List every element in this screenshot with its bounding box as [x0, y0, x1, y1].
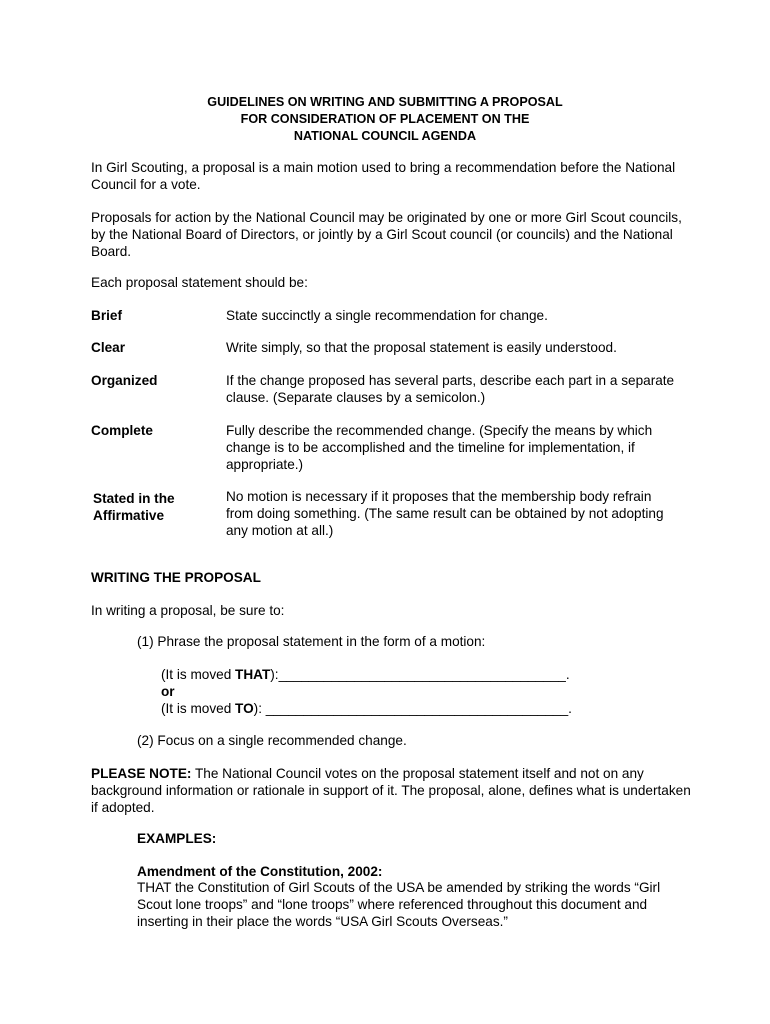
criterion-desc: State succinctly a single recommendation for change. — [226, 308, 548, 323]
example-text: THAT the Constitution of Girl Scouts of the USA be amended by striking the words “Girl Scout lone troops” and “lone troops” where referenced throughout this document and inserting in their place the words “USA Girl Scouts Overseas.” — [137, 880, 661, 929]
step-2: (2) Focus on a single recommended change. — [137, 733, 407, 748]
criteria-lead: Each proposal statement should be: — [91, 275, 308, 290]
motion-to — [161, 700, 681, 717]
note-label: PLEASE NOTE: — [91, 766, 192, 781]
criterion-term: Complete — [91, 423, 153, 438]
title-line-2: FOR CONSIDERATION OF PLACEMENT ON THE — [240, 112, 530, 126]
motion-keyword: TO — [235, 701, 254, 716]
motion-that — [161, 666, 681, 683]
example-title: Amendment of the Constitution, 2002: — [137, 864, 383, 879]
criterion-desc: Write simply, so that the proposal statement is easily understood. — [226, 340, 617, 355]
origin-paragraph: Proposals for action by the National Council may be originated by one or more Girl Scout councils, by the National Board of Directors, or jointly by a Girl Scout council (or councils) and the National Board. — [91, 210, 682, 259]
criterion-desc: If the change proposed has several parts, describe each part in a separate clause. (Separate clauses by a semicolon.) — [226, 373, 675, 405]
criterion-term: Brief — [91, 308, 122, 323]
motion-blank: ): ________________________________________. — [253, 701, 572, 716]
criterion-term: Clear — [91, 340, 126, 355]
document-title — [0, 94, 770, 145]
criterion-desc: Fully describe the recommended change. (Specify the means by which change is to be accomplished and the timeline for implementation, if appropriate.) — [226, 423, 653, 472]
criterion-term: Stated in the Affirmative — [93, 491, 175, 523]
writing-lead: In writing a proposal, be sure to: — [91, 603, 285, 618]
examples-heading: EXAMPLES: — [137, 831, 217, 846]
title-line-3: NATIONAL COUNCIL AGENDA — [293, 129, 477, 143]
motion-prefix: (It is moved — [161, 667, 236, 682]
criterion-term: Organized — [91, 373, 158, 388]
motion-blank: ):______________________________________. — [270, 667, 570, 682]
step-1: (1) Phrase the proposal statement in the form of a motion: — [137, 634, 486, 649]
motion-or: or — [161, 684, 175, 699]
please-note — [91, 765, 691, 816]
motion-keyword: THAT — [235, 667, 271, 682]
title-line-1: GUIDELINES ON WRITING AND SUBMITTING A PROPOSAL — [207, 95, 563, 109]
writing-heading: WRITING THE PROPOSAL — [91, 570, 261, 585]
motion-prefix: (It is moved — [161, 701, 236, 716]
intro-paragraph: In Girl Scouting, a proposal is a main motion used to bring a recommendation before the National Council for a vote. — [91, 160, 676, 192]
note-text: The National Council votes on the proposal statement itself and not on any background information or rationale in support of it. The proposal, alone, defines what is undertaken if adopted. — [91, 766, 691, 815]
criterion-desc: No motion is necessary if it proposes that the membership body refrain from doing something. (The same result can be obtained by not adopting any motion at all.) — [226, 489, 664, 538]
